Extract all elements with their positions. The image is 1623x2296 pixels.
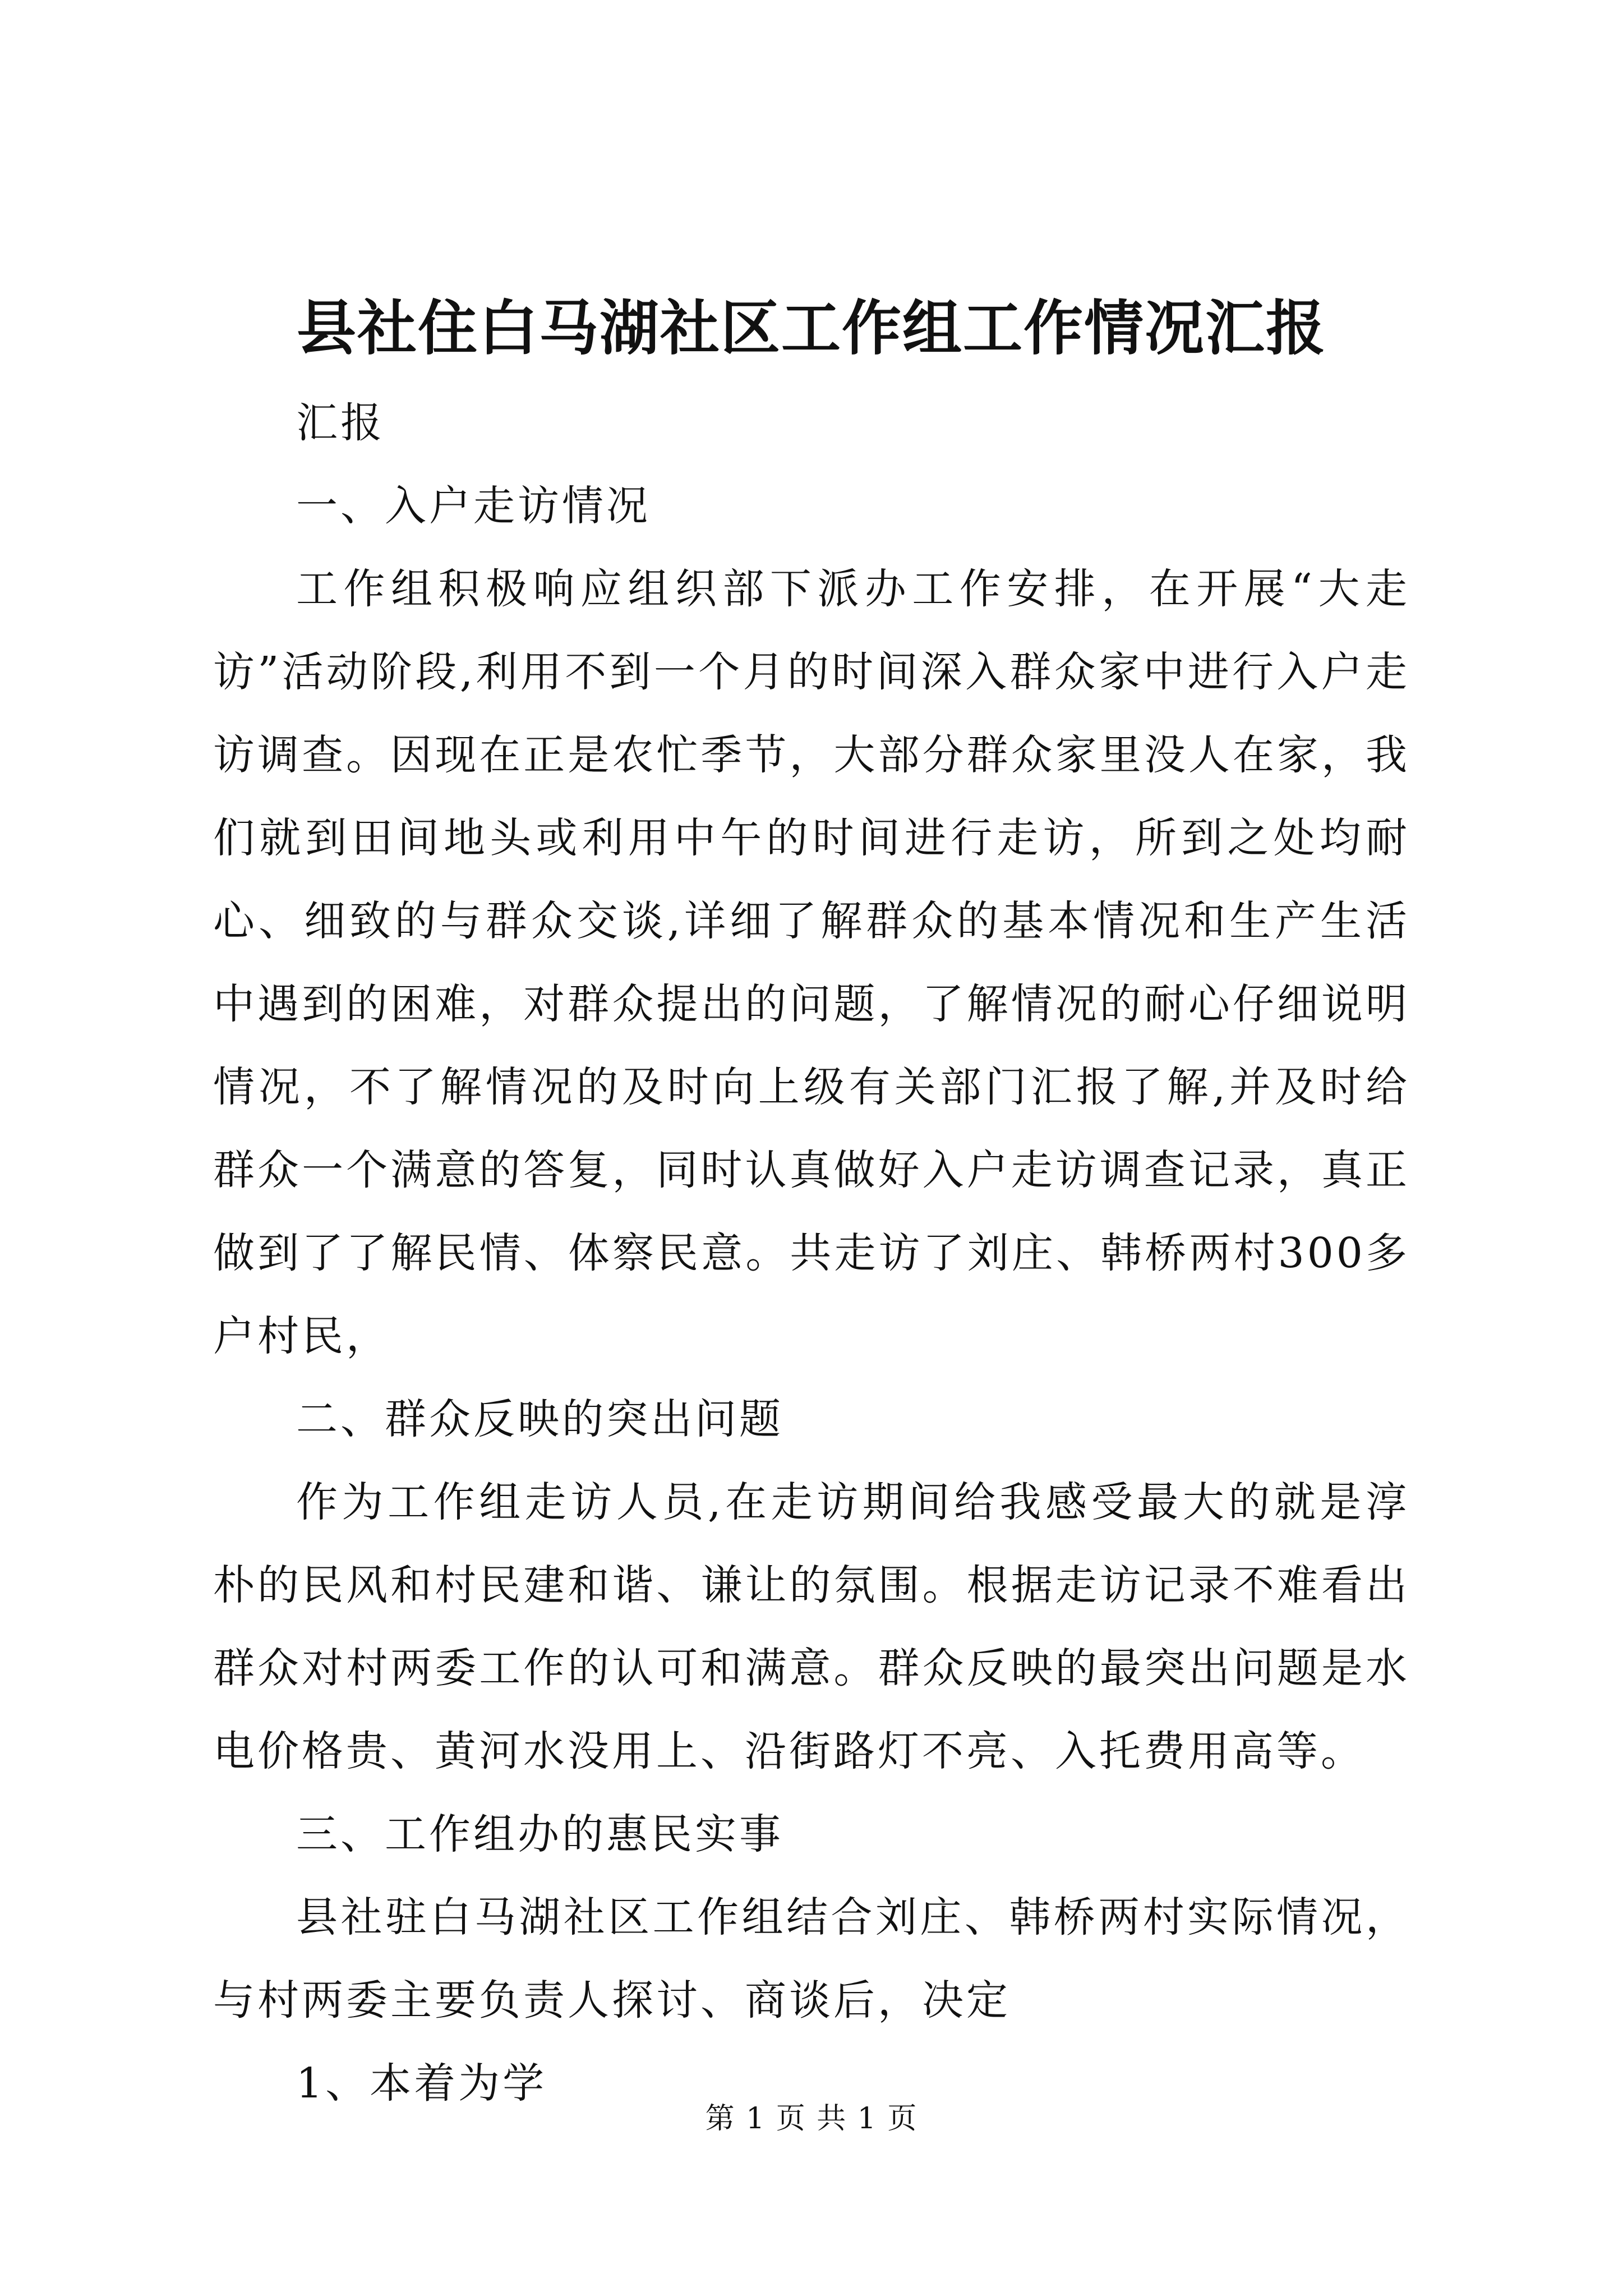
paragraph-actions: 县社驻白马湖社区工作组结合刘庄、韩桥两村实际情况，与村两委主要负责人探讨、商谈后，决定	[213, 1893, 1410, 2024]
section-heading-issues: 二、群众反映的突出问题	[296, 1395, 783, 1443]
document-body	[213, 381, 1410, 2125]
paragraph-issues: 作为工作组走访人员,在走访期间给我感受最大的就是淳朴的民风和村民建和谐、谦让的氛围。根据走访记录不难看出群众对村两委工作的认可和满意。群众反映的最突出问题是水电价格贵、黄河水没用上、沿街路灯不亮、入托费用高等。	[213, 1478, 1410, 1775]
section-label-report: 汇报	[296, 399, 385, 447]
section-heading-visits: 一、入户走访情况	[296, 482, 651, 530]
list-item-1: 1、本着为学	[296, 2059, 547, 2108]
paragraph-visits: 工作组积极响应组织部下派办工作安排，在开展“大走访”活动阶段,利用不到一个月的时间深入群众家中进行入户走访调查。因现在正是农忙季节，大部分群众家里没人在家，我们就到田间地头或利用中午的时间进行走访，所到之处均耐心、细致的与群众交谈,详细了解群众的基本情况和生产生活中遇到的困难，对群众提出的问题，了解情况的耐心仔细说明情况，不了解情况的及时向上级有关部门汇报了解,并及时给群众一个满意的答复，同时认真做好入户走访调查记录，真正做到了了解民情、体察民意。共走访了刘庄、韩桥两村300多户村民，	[213, 565, 1410, 1360]
page-footer: 第 1 页 共 1 页	[705, 2102, 918, 2136]
document-title: 县社住白马湖社区工作组工作情况汇报	[297, 293, 1326, 363]
section-heading-actions: 三、工作组办的惠民实事	[296, 1810, 783, 1858]
